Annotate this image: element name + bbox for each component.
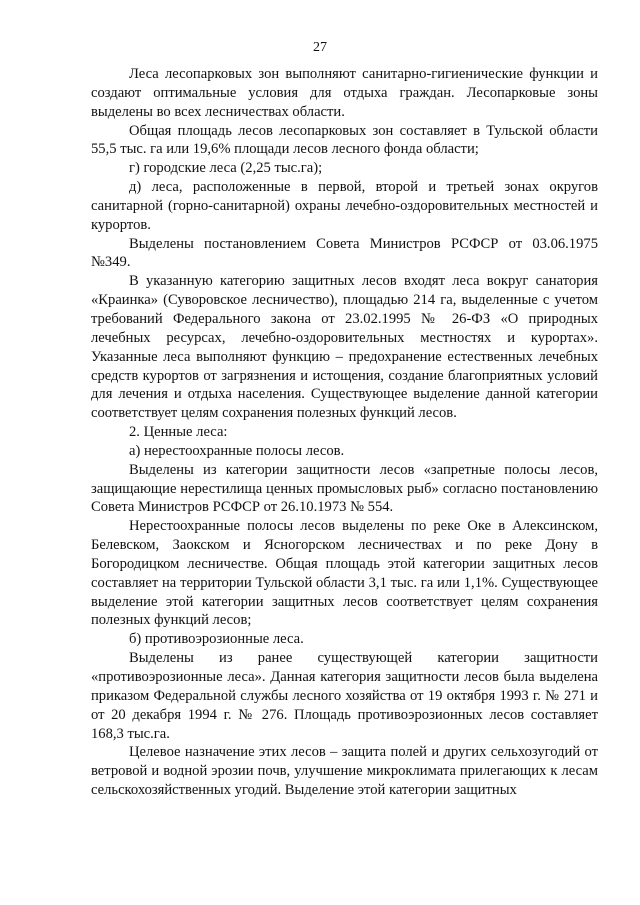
paragraph: Общая площадь лесов лесопарковых зон составляет в Тульской области 55,5 тыс. га или 19,6% площади лесов лесного фонда области; (91, 122, 598, 158)
paragraph: Выделены постановлением Совета Министров РСФСР от 03.06.1975 №349. (91, 235, 598, 271)
paragraph: 2. Ценные леса: (129, 424, 228, 441)
paragraph: Леса лесопарковых зон выполняют санитарно-гигиенические функции и создают оптимальные условия для отдыха граждан. Лесопарковые зоны выделены во всех лесничествах области. (91, 66, 598, 120)
paragraph: Нерестоохранные полосы лесов выделены по реке Оке в Алексинском, Белевском, Заокском и Ясногорском лесничествах и по реке Дону в Богородицком лесничестве. Общая площадь этой категории защитных лесов составляет на территории Тульской области 3,1 тыс. га или 1,1%. Существующее выделение этой категории защитных лесов соответствует целям сохранения полезных функций лесов; (91, 518, 598, 629)
paragraph: а) нерестоохранные полосы лесов. (129, 442, 345, 459)
paragraph: г) городские леса (2,25 тыс.га); (129, 160, 323, 177)
page-number: 27 (313, 40, 327, 55)
paragraph: В указанную категорию защитных лесов входят леса вокруг санатория «Краинка» (Суворовское лесничество), площадью 214 га, выделенные с учетом требований Федерального закона от 23.02.1995 № 26-ФЗ «О природных лечебных ресурсах, лечебно-оздоровительных местностях и курортах». Указанные леса выполняют функцию – предохранение естественных лечебных средств курортов от загрязнения и истощения, создание благоприятных условий для лечения и отдыха населения. Существующее выделение данной категории соответствует целям сохранения полезных функций лесов. (91, 273, 598, 422)
paragraph: Выделены из категории защитности лесов «запретные полосы лесов, защищающие нерестилища ценных промысловых рыб» согласно постановлению Совета Министров РСФСР от 26.10.1973 № 554. (91, 461, 598, 516)
body-text (91, 65, 598, 800)
paragraph: Выделены из ранее существующей категории защитности «противоэрозионные леса». Данная категория защитности лесов была выделена приказом Федеральной службы лесного хозяйства от 19 октября 1993 г. № 271 и от 20 декабря 1994 г. № 276. Площадь противоэрозионных лесов составляет 168,3 тыс.га. (91, 650, 598, 742)
paragraph: б) противоэрозионные леса. (129, 631, 304, 648)
paragraph: Целевое назначение этих лесов – защита полей и других сельхозугодий от ветровой и водной эрозии почв, улучшение микроклимата прилегающих к лесам сельскохозяйственных угодий. Выделение этой категории защитных (91, 744, 598, 799)
paragraph: д) леса, расположенные в первой, второй и третьей зонах округов санитарной (горно-санитарной) охраны лечебно-оздоровительных местностей и курортов. (91, 179, 598, 233)
